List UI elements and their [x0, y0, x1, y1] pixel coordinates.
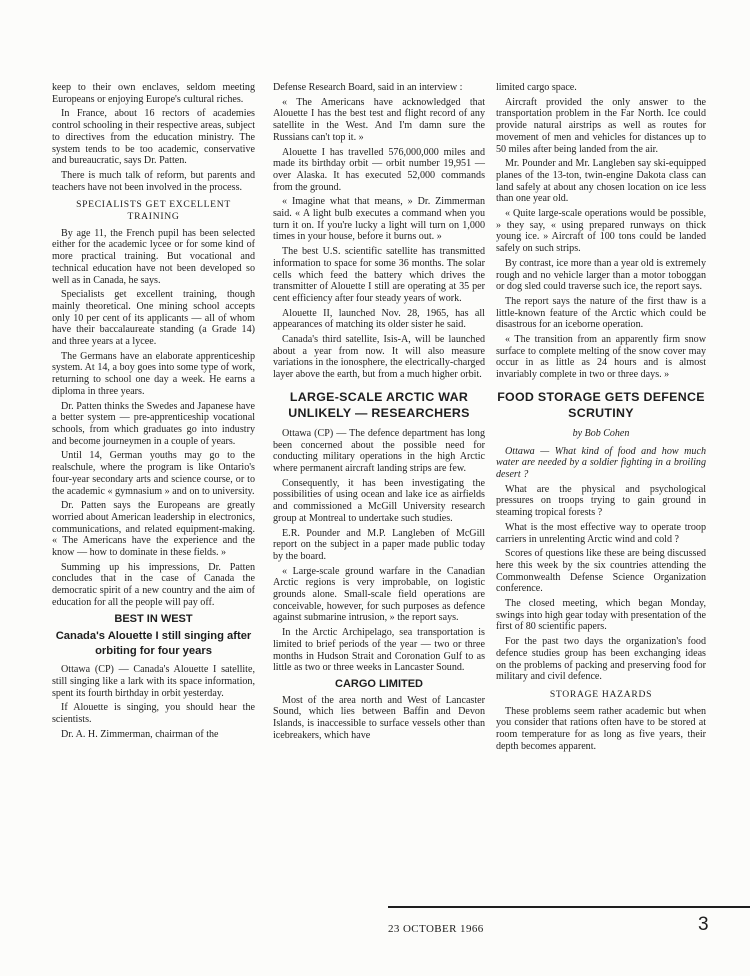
article-kicker: BEST IN WEST: [114, 612, 193, 625]
paragraph: Ottawa — What kind of food and how much water are needed by a soldier fighting in a broiling desert ?: [496, 445, 706, 480]
paragraph: The closed meeting, which began Monday, swings into high gear today with presentation of the first of 80 scientific papers.: [496, 598, 706, 633]
paragraph: Aircraft provided the only answer to the transportation problem in the Far North. Ice could provide natural airstrips as well as routes for movement of men and vehicles for distances up to 50 miles after being landed from the air.: [496, 96, 706, 155]
paragraph: limited cargo space.: [496, 82, 577, 93]
paragraph: Canada's third satellite, Isis-A, will be launched about a year from now. It will also measure variations in the ionosphere, the electrically-charged layer above the earth, but from a much higher orbit.: [273, 334, 485, 381]
paragraph: Defense Research Board, said in an interview :: [273, 82, 463, 93]
paragraph: These problems seem rather academic but when you consider that rations often have to be stored at room temperature for as long as five years, their depth becomes apparent.: [496, 705, 706, 752]
paragraph: The Germans have an elaborate apprenticeship system. At 14, a boy goes into some type of work, returning to school one day a week. He earns a diploma in three years.: [52, 350, 255, 397]
section-subheading: SPECIALISTS GET EXCELLENT TRAINING: [76, 199, 231, 223]
paragraph: Mr. Pounder and Mr. Langleben say ski-equipped planes of the 13-ton, twin-engine Dakota class can land safely at about any chosen location on ice less than one year old.: [496, 158, 706, 205]
paragraph: The best U.S. scientific satellite has transmitted information to space for some 36 months. The solar cells which feed the battery which drives the transmitter of Alouette I still are operating at 35 per cent efficiency after four steady years of work.: [273, 246, 485, 304]
column-1: [52, 82, 255, 743]
section-subheading: STORAGE HAZARDS: [549, 688, 653, 700]
paragraph: « The Americans have acknowledged that Alouette I has the best test and flight record of any satellite in the West. And I'm damn sure the Russians can't top it. »: [273, 96, 485, 143]
paragraph: Summing up his impressions, Dr. Patten concludes that in the case of Canada the democratic spirit of a new country and the aim of education for all the people will pay off.: [52, 561, 255, 608]
paragraph: Dr. Patten says the Europeans are greatly worried about American leadership in electronics, communications, and related equipment-making. « The Americans have the experience and the know — how to dominate in these fields. »: [52, 500, 255, 559]
paragraph: Dr. A. H. Zimmerman, chairman of the: [61, 728, 219, 740]
paragraph: Dr. Patten thinks the Swedes and Japanese have a better system — pre-apprenticeship vocational schools, from which graduates go into industry and become journeymen in a couple of years.: [52, 400, 255, 447]
paragraph: Until 14, German youths may go to the realschule, where the program is like Ontario's four-year secondary arts and science course, or to the academic « gymnasium » and on to university.: [52, 450, 255, 497]
paragraph: Alouette II, launched Nov. 28, 1965, has all appearances of matching its older sister he said.: [273, 307, 485, 331]
paragraph: What is the most effective way to operate troop carriers in unrelenting Arctic wind and cold ?: [496, 521, 706, 545]
footer-date: 23 OCTOBER 1966: [388, 923, 484, 935]
paragraph: « Large-scale ground warfare in the Canadian Arctic regions is very improbable, on logistic grounds alone. Small-scale field operations are conceivable, however, for such purposes as defence against submarine intrusion, » the report says.: [273, 565, 485, 624]
article-headline: Canada's Alouette I still singing after orbiting for four years: [55, 630, 252, 658]
paragraph: There is much talk of reform, but parents and teachers have not been involved in the process.: [52, 169, 255, 193]
paragraph: Scores of questions like these are being discussed here this week by the six countries attending the Commonwealth Defense Science Organization conference.: [496, 548, 706, 595]
footer-rule: [388, 906, 750, 908]
column-3: [496, 82, 706, 755]
paragraph: Alouette I has travelled 576,000,000 miles and made its birthday orbit — orbit number 19,951 — over Alaska. It has executed 52,000 commands from the ground.: [273, 146, 485, 193]
paragraph: « Quite large-scale operations would be possible, » they say, « using prepared runways on thick young ice. » Aircraft of 100 tons could be landed safely on such strips.: [496, 208, 706, 255]
paragraph: By age 11, the French pupil has been selected either for the academic lycee or for some kind of more practical training. But vocational and technical education have not been developed so well as in Canada, he says.: [52, 227, 255, 286]
paragraph: keep to their own enclaves, seldom meeting Europeans or enjoying Europe's cultural riches.: [52, 82, 255, 105]
paragraph: « The transition from an apparently firm snow surface to complete melting of the snow cover may occur in as little as 24 hours and is almost invariably complete in two or three days. »: [496, 334, 706, 381]
paragraph: In France, about 16 rectors of academies control schooling in their respective areas, subject to directives from the education ministry. The system tends to be too academic, conservative and bureaucratic, says Dr. Patten.: [52, 108, 255, 167]
paragraph: Specialists get excellent training, though mainly theoretical. One mining school accepts only 10 per cent of its applicants — all of whom have their baccalaureate standing (a Grade 14) and three years at a lycee.: [52, 289, 255, 348]
byline: by Bob Cohen: [572, 427, 630, 439]
section-subheading: CARGO LIMITED: [335, 677, 423, 690]
paragraph: E.R. Pounder and M.P. Langleben of McGill report on the subject in a paper made public today by the board.: [273, 527, 485, 562]
paragraph: What are the physical and psychological pressures on troops trying to gain ground in steaming tropical forests ?: [496, 483, 706, 519]
paragraph: For the past two days the organization's food defence studies group has been exchanging ideas on the problems of packing and preserving food for military and civil defence.: [496, 636, 706, 683]
paragraph: Ottawa (CP) — The defence department has long been concerned about the possible need for conducting military operations in the high Arctic where permanent aircraft landing strips are few.: [273, 427, 485, 474]
paragraph: « Imagine what that means, » Dr. Zimmerman said. « A light bulb executes a command when you turn it on. If you're lucky a light will turn on 1,000 times in your house, before it burns out. »: [273, 196, 485, 243]
paragraph: The report says the nature of the first thaw is a little-known feature of the Arctic which could be disastrous for an iceborne operation.: [496, 295, 706, 331]
article-headline: FOOD STORAGE GETS DEFENCE SCRUTINY: [497, 389, 705, 420]
paragraph: Consequently, it has been investigating the possibilities of using ocean and lake ice as airfields and commissioned a McGill University research group at Montreal to undertake such studies.: [273, 477, 485, 524]
article-headline: LARGE-SCALE ARCTIC WAR UNLIKELY — RESEARCHERS: [288, 389, 470, 420]
paragraph: In the Arctic Archipelago, sea transportation is limited to brief periods of the year — two or three months in Hudson Strait and Coronation Gulf to as little as two or three weeks in Lancaster Sound.: [273, 627, 485, 674]
paragraph: Most of the area north and West of Lancaster Sound, which lies between Baffin and Devon Islands, is inaccessible to surface vessels other than icebreakers, which have: [273, 694, 485, 741]
page-number: 3: [698, 914, 709, 935]
column-2: [273, 82, 485, 744]
paragraph: If Alouette is singing, you should hear the scientists.: [52, 702, 255, 726]
paragraph: Ottawa (CP) — Canada's Alouette I satellite, still singing like a lark with its space information, spent its fourth birthday in orbit yesterday.: [52, 664, 255, 699]
paragraph: By contrast, ice more than a year old is extremely rough and no vehicle larger than a motor toboggan or dog sled could traverse such ice, the report says.: [496, 257, 706, 293]
